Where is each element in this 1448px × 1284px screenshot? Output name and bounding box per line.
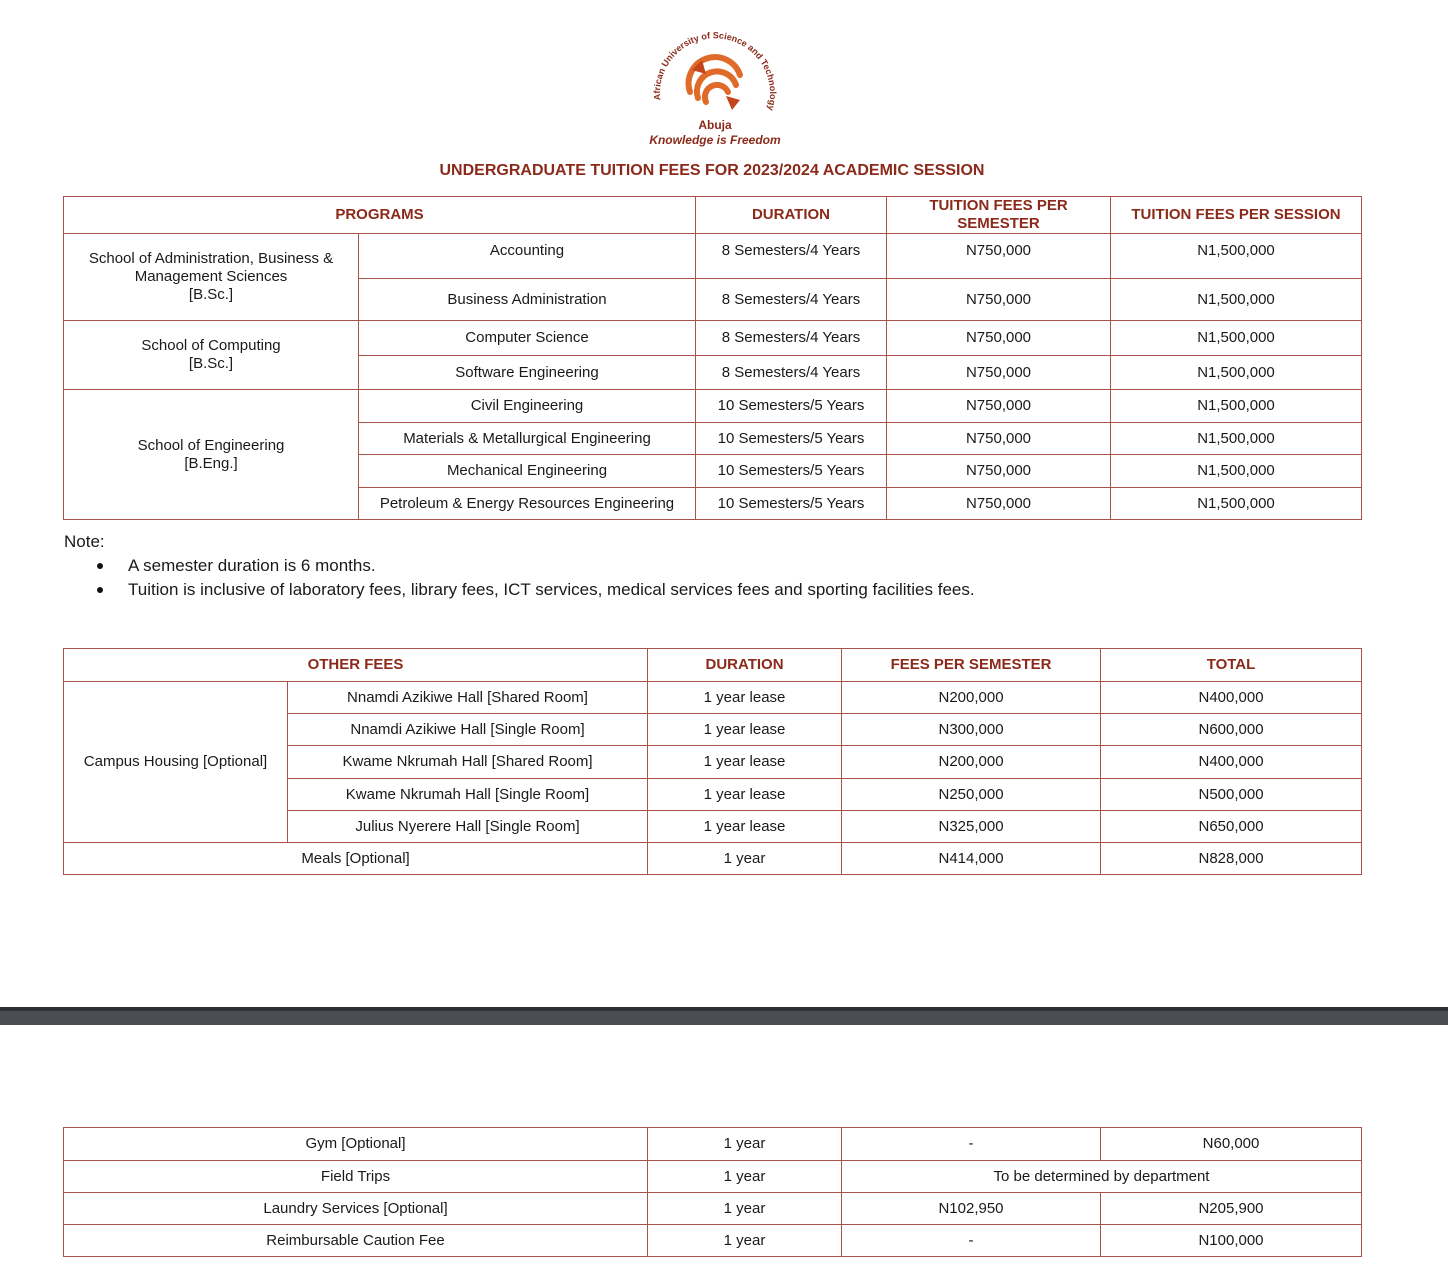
program-session-fee: N1,500,000 xyxy=(1111,455,1362,488)
fee-duration: 1 year xyxy=(648,1193,842,1225)
program-session-fee: N1,500,000 xyxy=(1111,423,1362,455)
fee-total: N205,900 xyxy=(1101,1193,1362,1225)
notes-list xyxy=(64,554,975,602)
program-session-fee: N1,500,000 xyxy=(1111,279,1362,321)
fee-semester: N200,000 xyxy=(842,746,1101,779)
fee-total: N500,000 xyxy=(1101,779,1362,811)
note-text: A semester duration is 6 months. xyxy=(128,556,376,575)
table-row xyxy=(64,321,1362,356)
fee-semester: - xyxy=(842,1225,1101,1257)
program-name: Mechanical Engineering xyxy=(359,455,696,488)
fee-semester: N200,000 xyxy=(842,682,1101,714)
header-total: TOTAL xyxy=(1101,649,1362,682)
program-name: Business Administration xyxy=(359,279,696,321)
fee-duration: 1 year xyxy=(648,1128,842,1161)
table-row xyxy=(64,1161,1362,1193)
tuition-fees-table xyxy=(63,196,1362,520)
program-semester-fee: N750,000 xyxy=(887,423,1111,455)
bullet-icon xyxy=(97,563,103,569)
fee-total: N650,000 xyxy=(1101,811,1362,843)
fee-name: Gym [Optional] xyxy=(64,1128,648,1161)
fee-duration: 1 year lease xyxy=(648,682,842,714)
table-header-row xyxy=(64,649,1362,682)
fee-name: Laundry Services [Optional] xyxy=(64,1193,648,1225)
school-degree: [B.Eng.] xyxy=(184,454,238,472)
fee-semester: N250,000 xyxy=(842,779,1101,811)
program-duration: 10 Semesters/5 Years xyxy=(696,488,887,520)
program-semester-fee: N750,000 xyxy=(887,279,1111,321)
table-row xyxy=(64,1128,1362,1161)
fee-name: Kwame Nkrumah Hall [Shared Room] xyxy=(288,746,648,779)
header-other-fees: OTHER FEES xyxy=(64,649,648,682)
header-programs: PROGRAMS xyxy=(64,197,696,234)
program-session-fee: N1,500,000 xyxy=(1111,234,1362,279)
program-semester-fee: N750,000 xyxy=(887,488,1111,520)
school-cell xyxy=(64,321,359,390)
document-title: UNDERGRADUATE TUITION FEES FOR 2023/2024 ACADEMIC SESSION xyxy=(439,162,985,179)
header-per-semester: TUITION FEES PER SEMESTER xyxy=(887,197,1111,234)
fee-semester: N325,000 xyxy=(842,811,1101,843)
other-fees-table-continued xyxy=(63,1127,1362,1257)
school-name-line: School of Administration, Business & xyxy=(88,250,334,267)
school-degree: [B.Sc.] xyxy=(188,286,234,303)
program-name: Petroleum & Energy Resources Engineering xyxy=(359,488,696,520)
fee-semester: N102,950 xyxy=(842,1193,1101,1225)
program-name: Materials & Metallurgical Engineering xyxy=(359,423,696,455)
program-semester-fee: N750,000 xyxy=(887,321,1111,356)
university-logo xyxy=(640,30,790,150)
housing-label: Campus Housing [Optional] xyxy=(64,682,288,843)
program-semester-fee: N750,000 xyxy=(887,455,1111,488)
program-session-fee: N1,500,000 xyxy=(1111,390,1362,423)
program-duration: 10 Semesters/5 Years xyxy=(696,455,887,488)
table-row xyxy=(64,682,1362,714)
program-session-fee: N1,500,000 xyxy=(1111,356,1362,390)
program-semester-fee: N750,000 xyxy=(887,356,1111,390)
school-degree: [B.Sc.] xyxy=(188,355,234,372)
page-divider xyxy=(0,1007,1448,1025)
table-header-row xyxy=(64,197,1362,234)
school-name-line: Management Sciences xyxy=(134,268,288,285)
fee-total: N828,000 xyxy=(1101,843,1362,875)
notes-label: Note: xyxy=(64,532,105,551)
program-duration: 8 Semesters/4 Years xyxy=(696,279,887,321)
note-text: Tuition is inclusive of laboratory fees, library fees, ICT services, medical services fees and sporting facilities fees. xyxy=(128,580,975,599)
program-semester-fee: N750,000 xyxy=(887,234,1111,279)
fee-merged-note: To be determined by department xyxy=(842,1161,1362,1193)
program-name: Computer Science xyxy=(359,321,696,356)
table-row xyxy=(64,390,1362,423)
program-name: Accounting xyxy=(359,234,696,279)
school-name-line: School of Engineering xyxy=(137,436,285,454)
header-fees-per-semester: FEES PER SEMESTER xyxy=(842,649,1101,682)
fee-total: N400,000 xyxy=(1101,682,1362,714)
table-row xyxy=(64,234,1362,279)
table-row xyxy=(64,843,1362,875)
header-duration: DURATION xyxy=(648,649,842,682)
logo-arc-text: African University of Science and Technology xyxy=(651,30,779,112)
table-row xyxy=(64,1193,1362,1225)
fee-semester: N414,000 xyxy=(842,843,1101,875)
fee-duration: 1 year lease xyxy=(648,746,842,779)
fee-name: Nnamdi Azikiwe Hall [Shared Room] xyxy=(288,682,648,714)
header-per-session: TUITION FEES PER SESSION xyxy=(1111,197,1362,234)
fee-name: Kwame Nkrumah Hall [Single Room] xyxy=(288,779,648,811)
program-session-fee: N1,500,000 xyxy=(1111,488,1362,520)
program-duration: 8 Semesters/4 Years xyxy=(696,321,887,356)
fee-semester: - xyxy=(842,1128,1101,1161)
list-item xyxy=(64,554,975,578)
program-name: Software Engineering xyxy=(359,356,696,390)
fee-total: N600,000 xyxy=(1101,714,1362,746)
fee-name: Meals [Optional] xyxy=(64,843,648,875)
fee-total: N400,000 xyxy=(1101,746,1362,779)
fee-duration: 1 year xyxy=(648,1161,842,1193)
table-row xyxy=(64,1225,1362,1257)
bullet-icon xyxy=(97,587,103,593)
program-name: Civil Engineering xyxy=(359,390,696,423)
program-session-fee: N1,500,000 xyxy=(1111,321,1362,356)
fee-duration: 1 year lease xyxy=(648,811,842,843)
logo-city: Abuja xyxy=(698,118,732,132)
fee-duration: 1 year lease xyxy=(648,714,842,746)
logo-motto: Knowledge is Freedom xyxy=(649,133,781,147)
school-name-line: School of Computing xyxy=(141,337,281,354)
school-cell xyxy=(64,390,359,520)
program-semester-fee: N750,000 xyxy=(887,390,1111,423)
program-duration: 8 Semesters/4 Years xyxy=(696,234,887,279)
fee-name: Julius Nyerere Hall [Single Room] xyxy=(288,811,648,843)
fee-total: N100,000 xyxy=(1101,1225,1362,1257)
other-fees-table xyxy=(63,648,1362,875)
notes-section xyxy=(64,530,975,602)
list-item xyxy=(64,578,975,602)
fee-semester: N300,000 xyxy=(842,714,1101,746)
fee-duration: 1 year xyxy=(648,1225,842,1257)
fee-duration: 1 year xyxy=(648,843,842,875)
school-cell xyxy=(64,234,359,321)
fee-duration: 1 year lease xyxy=(648,779,842,811)
fee-total: N60,000 xyxy=(1101,1128,1362,1161)
header-duration: DURATION xyxy=(696,197,887,234)
program-duration: 8 Semesters/4 Years xyxy=(696,356,887,390)
fee-name: Reimbursable Caution Fee xyxy=(64,1225,648,1257)
fee-name: Field Trips xyxy=(64,1161,648,1193)
program-duration: 10 Semesters/5 Years xyxy=(696,423,887,455)
fee-name: Nnamdi Azikiwe Hall [Single Room] xyxy=(288,714,648,746)
program-duration: 10 Semesters/5 Years xyxy=(696,390,887,423)
